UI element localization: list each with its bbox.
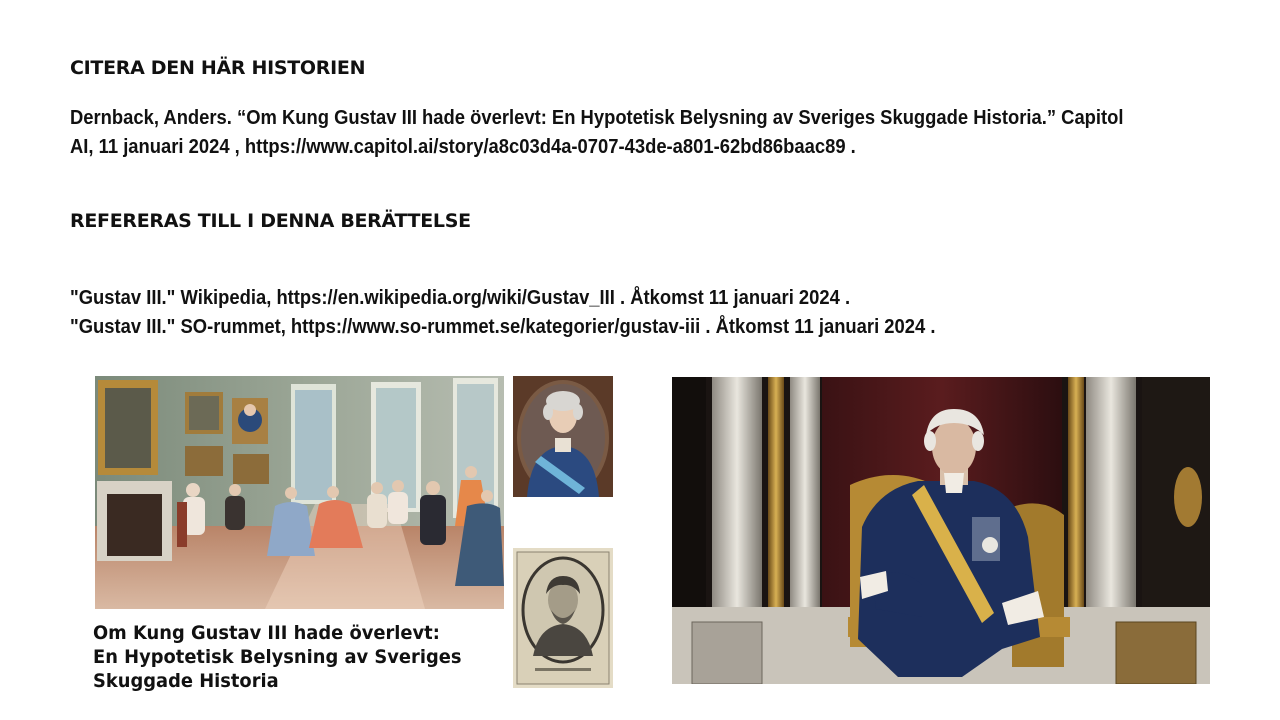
references-list bbox=[70, 284, 1174, 342]
citation-line-2: AI, 11 januari 2024 , https://www.capitol.ai/story/a8c03d4a-0707-43de-a801-62bd86baac89 . bbox=[70, 136, 856, 158]
cite-heading: CITERA DEN HÄR HISTORIEN bbox=[70, 57, 366, 79]
cover-caption-line-1: Om Kung Gustav III hade överlevt: bbox=[93, 622, 440, 644]
references-heading: REFERERAS TILL I DENNA BERÄTTELSE bbox=[70, 210, 471, 232]
engraving-portrait-image bbox=[513, 548, 613, 688]
reference-item-so-rummet: "Gustav III." SO-rummet, https://www.so-rummet.se/kategorier/gustav-iii . Åtkomst 11 januari 2024 . bbox=[70, 316, 936, 338]
reference-item-wikipedia: "Gustav III." Wikipedia, https://en.wikipedia.org/wiki/Gustav_III . Åtkomst 11 januari 2024 . bbox=[70, 287, 851, 309]
salon-painting-image bbox=[95, 376, 504, 609]
citation-line-1: Dernback, Anders. “Om Kung Gustav III hade överlevt: En Hypotetisk Belysning av Sveriges Skuggade Historia.” Capitol bbox=[70, 107, 1124, 129]
cover-caption bbox=[93, 621, 461, 693]
king-portrait-image bbox=[513, 376, 613, 497]
cover-caption-line-3: Skuggade Historia bbox=[93, 670, 279, 692]
cover-caption-line-2: En Hypotetisk Belysning av Sveriges bbox=[93, 646, 462, 668]
citation-text bbox=[70, 104, 1202, 162]
throne-king-image bbox=[672, 377, 1210, 684]
